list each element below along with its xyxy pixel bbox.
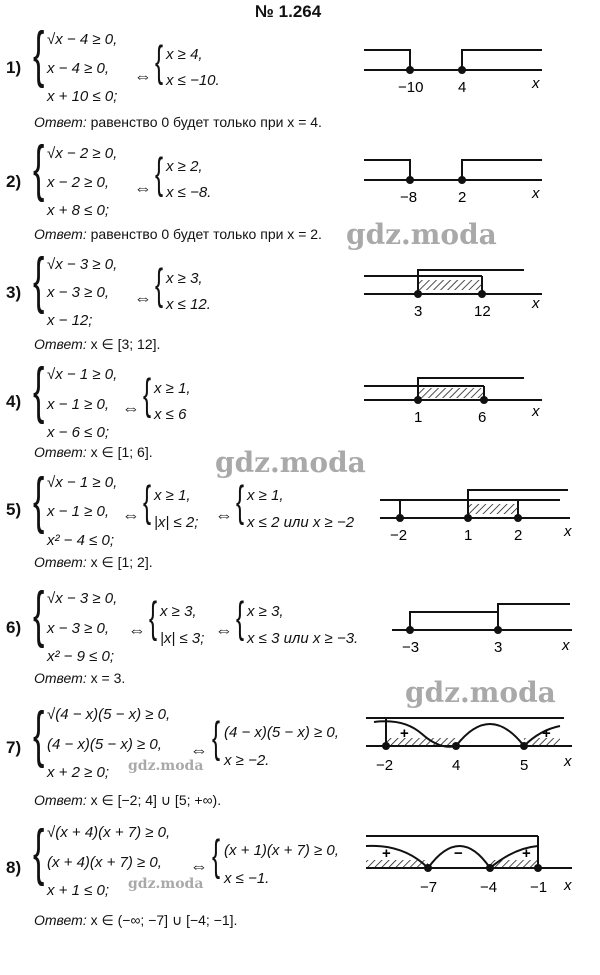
system-line: √x − 1 ≥ 0, (47, 474, 118, 491)
system-line: x − 1 ≥ 0, (47, 503, 110, 520)
system-line: x² − 9 ≤ 0; (47, 648, 115, 665)
system-line: x − 12; (47, 312, 93, 329)
brace: { (212, 831, 221, 880)
watermark: gdz.moda (128, 876, 204, 892)
equivalence-arrow: ⇔ (122, 505, 140, 525)
tick-label: 1 (464, 527, 473, 544)
brace: { (155, 37, 164, 86)
axis-label: x (532, 403, 540, 420)
axis-label: x (564, 877, 572, 894)
system-line: x − 2 ≥ 0, (47, 174, 110, 191)
watermark: gdz.moda (215, 446, 366, 479)
result-line: x ≤ −10. (166, 72, 220, 89)
number-line-8 (364, 828, 578, 900)
system-line: (4 − x)(5 − x) ≥ 0, (47, 736, 162, 753)
system-line: √(4 − x)(5 − x) ≥ 0, (47, 706, 171, 723)
system-line: √x − 4 ≥ 0, (47, 31, 118, 48)
result-line: x ≤ 3 или x ≥ −3. (247, 630, 359, 647)
system-line: √x − 2 ≥ 0, (47, 145, 118, 162)
brace: { (33, 818, 45, 887)
system-line: √x − 1 ≥ 0, (47, 366, 118, 383)
page-title: № 1.264 (255, 2, 322, 21)
watermark: gdz.moda (405, 676, 556, 709)
result-line: x ≤ 2 или x ≥ −2 (247, 514, 355, 531)
tick-label: 3 (494, 639, 503, 656)
system-line: x + 10 ≤ 0; (47, 88, 118, 105)
brace: { (33, 466, 45, 535)
result-line: x ≤ 6 (154, 406, 187, 423)
watermark: gdz.moda (346, 218, 497, 251)
axis-label: x (562, 637, 570, 654)
result-line: |x| ≤ 2; (154, 514, 199, 531)
problem-number: 8) (6, 858, 22, 877)
equivalence-arrow: ⇔ (134, 178, 152, 198)
system-line: x − 4 ≥ 0, (47, 60, 110, 77)
axis-label: x (532, 185, 540, 202)
answer: Ответ: равенство 0 будет только при x = 4. (34, 114, 322, 130)
result-line: x ≥ 2, (166, 158, 203, 175)
tick-label: 2 (458, 189, 467, 206)
system-line: x² − 4 ≤ 0; (47, 532, 115, 549)
tick-label: 5 (520, 757, 529, 774)
number-line-2 (362, 148, 552, 210)
result-line: x ≤ 12. (166, 296, 211, 313)
brace: { (155, 149, 164, 198)
equivalence-arrow: ⇔ (215, 505, 233, 525)
axis-label: x (532, 75, 540, 92)
result-line: x ≥ −2. (224, 752, 270, 769)
problem-number: 4) (6, 392, 22, 411)
brace: { (33, 700, 45, 769)
equivalence-arrow: ⇔ (128, 620, 146, 640)
tick-label: −1 (530, 879, 548, 896)
brace: { (236, 477, 245, 526)
brace: { (33, 134, 45, 203)
result-line: x ≥ 3, (166, 270, 203, 287)
system-line: x − 6 ≤ 0; (47, 424, 110, 441)
answer: Ответ: x = 3. (34, 670, 126, 686)
brace: { (143, 370, 152, 419)
number-line-3 (362, 262, 552, 324)
result-line: (x + 1)(x + 7) ≥ 0, (224, 842, 339, 859)
sign-label: + (542, 725, 551, 742)
brace: { (33, 20, 45, 89)
equivalence-arrow: ⇔ (134, 66, 152, 86)
tick-label: 1 (414, 409, 423, 426)
system-line: √x − 3 ≥ 0, (47, 590, 118, 607)
result-line: |x| ≤ 3; (160, 630, 205, 647)
tick-label: −8 (400, 189, 418, 206)
equivalence-arrow: ⇔ (215, 620, 233, 640)
brace: { (33, 356, 45, 425)
result-line: x ≥ 3, (160, 603, 197, 620)
result-line: x ≥ 1, (154, 380, 191, 397)
problem-number: 1) (6, 58, 22, 77)
problem-number: 3) (6, 283, 22, 302)
system-line: x + 2 ≥ 0; (47, 764, 110, 781)
answer: Ответ: равенство 0 будет только при x = 2. (34, 226, 322, 242)
sign-label: + (382, 845, 391, 862)
brace: { (149, 593, 158, 642)
equivalence-arrow: ⇔ (122, 398, 140, 418)
result-line: x ≥ 1, (154, 487, 191, 504)
axis-label: x (532, 295, 540, 312)
answer: Ответ: x ∈ [1; 6]. (34, 444, 153, 460)
axis-label: x (564, 523, 572, 540)
answer: Ответ: x ∈ [−2; 4] ∪ [5; +∞). (34, 792, 222, 808)
brace: { (212, 713, 221, 762)
result-line: x ≥ 1, (247, 487, 284, 504)
problem-number: 5) (6, 500, 22, 519)
sign-label: − (454, 845, 463, 862)
tick-label: −7 (420, 879, 438, 896)
tick-label: 2 (514, 527, 523, 544)
answer: Ответ: x ∈ [1; 2]. (34, 554, 153, 570)
tick-label: 12 (474, 303, 491, 320)
result-line: x ≥ 3, (247, 603, 284, 620)
number-line-7 (364, 708, 578, 780)
tick-label: −2 (390, 527, 408, 544)
system-line: x + 1 ≤ 0; (47, 882, 110, 899)
brace: { (143, 477, 152, 526)
brace: { (155, 260, 164, 309)
brace: { (33, 580, 45, 649)
system-line: √(x + 4)(x + 7) ≥ 0, (47, 824, 171, 841)
axis-label: x (564, 753, 572, 770)
tick-label: 3 (414, 303, 423, 320)
answer: Ответ: x ∈ [3; 12]. (34, 336, 161, 352)
tick-label: 4 (458, 79, 467, 96)
number-line-1 (362, 38, 552, 100)
tick-label: 4 (452, 757, 461, 774)
number-line-5 (378, 484, 578, 546)
answer: Ответ: x ∈ (−∞; −7] ∪ [−4; −1]. (34, 912, 238, 928)
system-line: x − 3 ≥ 0, (47, 284, 110, 301)
tick-label: 6 (478, 409, 487, 426)
result-line: x ≤ −1. (224, 870, 270, 887)
sign-label: + (522, 845, 531, 862)
number-line-6 (390, 598, 580, 660)
equivalence-arrow: ⇔ (190, 856, 208, 876)
system-line: √x − 3 ≥ 0, (47, 256, 118, 273)
problem-number: 7) (6, 738, 22, 757)
equivalence-arrow: ⇔ (134, 288, 152, 308)
tick-label: −3 (402, 639, 420, 656)
tick-label: −4 (480, 879, 498, 896)
problem-number: 2) (6, 172, 22, 191)
brace: { (33, 246, 45, 315)
result-line: x ≤ −8. (166, 184, 212, 201)
result-line: (4 − x)(5 − x) ≥ 0, (224, 724, 339, 741)
system-line: x − 1 ≥ 0, (47, 396, 110, 413)
system-line: x − 3 ≥ 0, (47, 620, 110, 637)
watermark: gdz.moda (128, 758, 204, 774)
problem-number: 6) (6, 618, 22, 637)
system-line: (x + 4)(x + 7) ≥ 0, (47, 854, 162, 871)
system-line: x + 8 ≤ 0; (47, 202, 110, 219)
result-line: x ≥ 4, (166, 46, 203, 63)
equivalence-arrow: ⇔ (190, 740, 208, 760)
brace: { (236, 593, 245, 642)
tick-label: −2 (376, 757, 394, 774)
number-line-4 (362, 372, 552, 434)
tick-label: −10 (398, 79, 424, 96)
sign-label: + (400, 725, 409, 742)
